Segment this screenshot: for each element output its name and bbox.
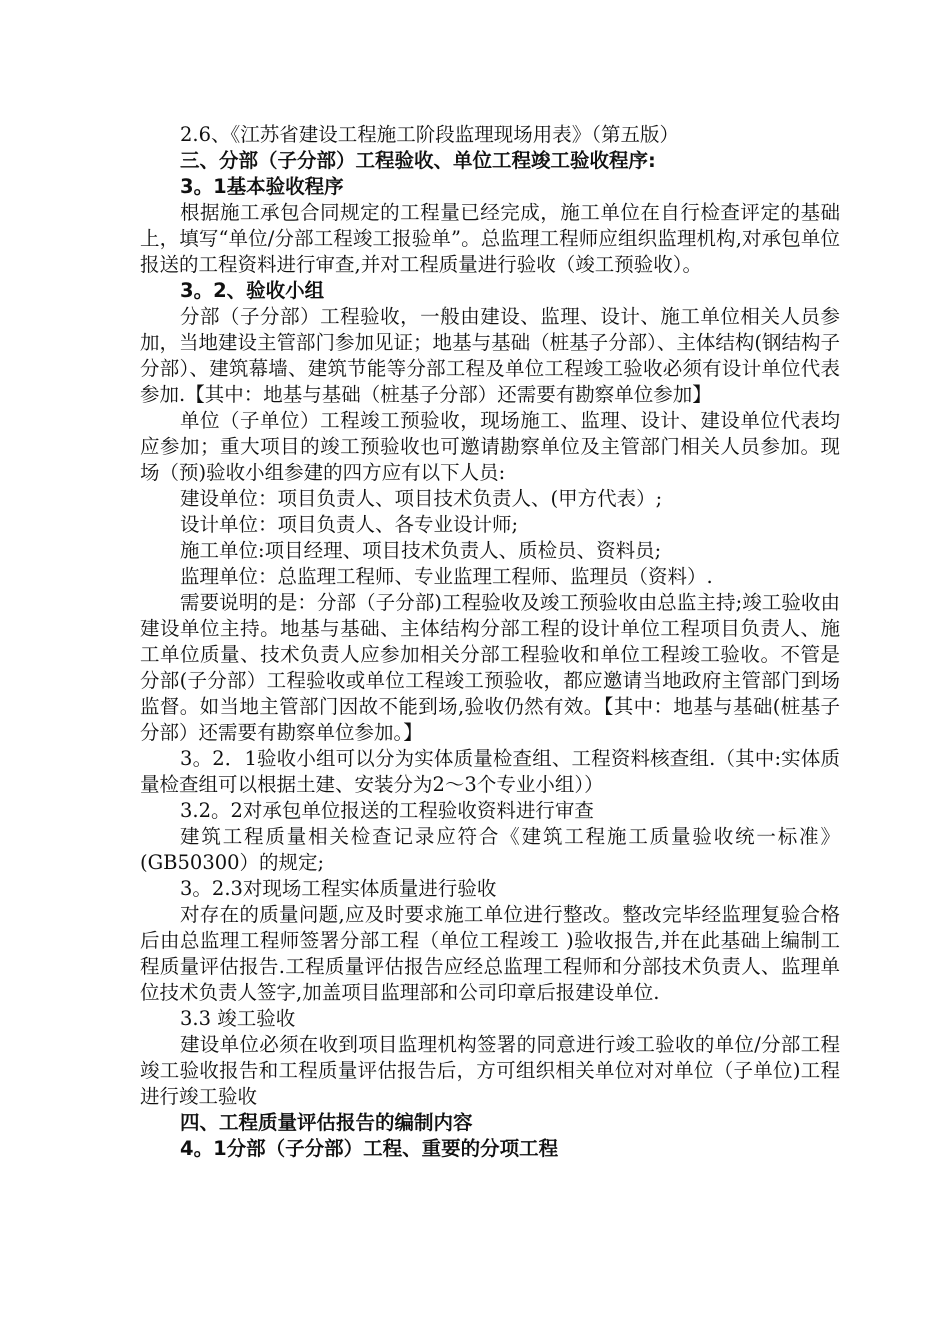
subheading-4-1: 4。1分部（子分部）工程、重要的分项工程 [180, 1137, 559, 1160]
paragraph-pre-acceptance: 单位（子单位）工程竣工预验收，现场施工、监理、设计、建设单位代表均应参加；重大项目的竣工预验收也可邀请勘察单位及主管部门相关人员参加。现场（预)验收小组参建的四方应有以下人员: [140, 409, 840, 484]
subheading-3-1: 3。1基本验收程序 [180, 175, 344, 198]
list-item-contractor-unit: 施工单位:项目经理、项目技术负责人、质检员、资料员; [180, 539, 662, 562]
list-item-supervision-unit: 监理单位：总监理工程师、专业监理工程师、监理员（资料）. [180, 565, 713, 588]
reference-item-2-6: 2.6、《江苏省建设工程施工阶段监理现场用表》（第五版） [180, 123, 680, 146]
paragraph-basic-procedure: 根据施工承包合同规定的工程量已经完成，施工单位在自行检查评定的基础上，填写“单位/分部工程竣工报验单”。总监理工程师应组织监理机构,对承包单位报送的工程资料进行审查,并对工程质量进行验收（竣工预验收）。 [140, 201, 840, 276]
paragraph-3-2-3: 3。2.3对现场工程实体质量进行验收 [180, 877, 497, 900]
document-body [140, 122, 840, 1162]
paragraph-explanation: 需要说明的是：分部（子分部)工程验收及竣工预验收由总监主持;竣工验收由建设单位主持。地基与基础、主体结构分部工程的设计单位工程项目负责人、施工单位质量、技术负责人应参加相关分部工程验收和单位工程竣工验收。不管是分部(子分部）工程验收或单位工程竣工预验收，都应邀请当地政府主管部门到场监督。如当地主管部门因故不能到场,验收仍然有效。【其中：地基与基础(桩基子分部）还需要有勘察单位参加。】 [140, 591, 840, 744]
paragraph-3-2-1: 3。2．1验收小组可以分为实体质量检查组、工程资料核查组.（其中:实体质量检查组可以根据土建、安装分为2～3个专业小组）） [140, 747, 840, 796]
subheading-3-3: 3.3 竣工验收 [180, 1007, 296, 1030]
paragraph-records-standard: 建筑工程质量相关检查记录应符合《建筑工程施工质量验收统一标准》(GB50300）的规定; [140, 825, 840, 874]
paragraph-completion-acceptance: 建设单位必须在收到项目监理机构签署的同意进行竣工验收的单位/分部工程竣工验收报告和工程质量评估报告后，方可组织相关单位对对单位（子单位)工程进行竣工验收 [140, 1033, 840, 1108]
paragraph-sub-division-acceptance: 分部（子分部）工程验收，一般由建设、监理、设计、施工单位相关人员参加，当地建设主管部门参加见证；地基与基础（桩基子分部）、主体结构(钢结构子分部）、建筑幕墙、建筑节能等分部工程及单位工程竣工验收必须有设计单位代表参加.【其中：地基与基础（桩基子分部）还需要有勘察单位参加】 [140, 305, 840, 406]
subheading-3-2: 3。2、验收小组 [180, 279, 325, 302]
paragraph-rectification: 对存在的质量问题,应及时要求施工单位进行整改。整改完毕经监理复验合格后由总监理工程师签署分部工程（单位工程竣工 )验收报告,并在此基础上编制工程质量评估报告.工程质量评估报告应经总监理工程师和分部技术负责人、监理单位技术负责人签字,加盖项目监理部和公司印章后报建设单位. [140, 903, 840, 1004]
list-item-design-unit: 设计单位：项目负责人、各专业设计师; [180, 513, 519, 536]
paragraph-3-2-2: 3.2。2对承包单位报送的工程验收资料进行审查 [180, 799, 594, 822]
section-heading-4: 四、工程质量评估报告的编制内容 [180, 1111, 473, 1134]
section-heading-3: 三、分部（子分部）工程验收、单位工程竣工验收程序: [180, 149, 656, 172]
list-item-construction-unit: 建设单位：项目负责人、项目技术负责人、(甲方代表）; [180, 487, 663, 510]
